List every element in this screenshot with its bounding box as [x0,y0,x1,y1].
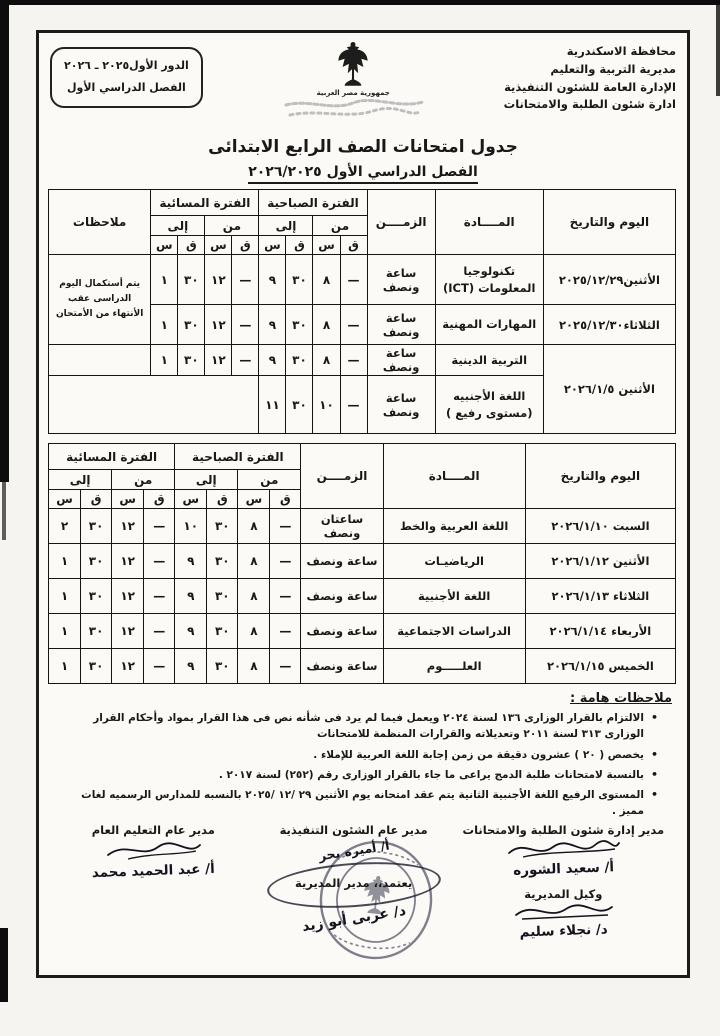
time-cell: ٣٠ [207,614,238,649]
time-cell: ٣٠ [178,305,205,345]
signatures-section [50,823,676,1001]
signature-exams-director [451,823,676,939]
table-row [49,255,676,305]
signature-general-education-director [50,823,257,939]
time-cell: ٨ [238,614,270,649]
subject-cell: اللغة الأجنبيه (مستوى رفيع ) [435,376,543,434]
duration-cell: ساعة ونصف [367,376,435,434]
time-cell: — [270,579,301,614]
subheader-minutes: ق [178,236,205,255]
important-notes-section [50,691,676,820]
subject-cell: اللغة العربية والخط [383,509,525,544]
time-cell: ٩ [259,345,286,376]
subheader-hours: س [238,490,270,509]
subheader-from: من [112,470,175,490]
table-row [49,649,676,684]
letterhead-line-1: محافظة الاسكندرية [566,44,676,58]
col-header-subject: المــــادة [383,444,525,509]
time-cell: ١٠ [313,376,340,434]
day-cell: الأثنين ٢٠٢٦/١/١٢ [525,544,675,579]
time-cell: — [232,345,259,376]
subheader-hours: س [313,236,340,255]
col-header-day: اليوم والتاريخ [525,444,675,509]
subheader-from: من [313,216,367,236]
time-cell: ١٢ [112,614,144,649]
subheader-from: من [205,216,259,236]
time-cell: ١٢ [205,255,232,305]
time-cell: ٣٠ [81,579,112,614]
col-header-subject: المــــادة [435,190,543,255]
subject-cell: الرياضيـات [383,544,525,579]
session-box-line-2: الفصل الدراسي الأول [66,81,186,94]
time-cell: ٨ [238,579,270,614]
subheader-minutes: ق [232,236,259,255]
subheader-minutes: ق [207,490,238,509]
scan-artifact-bottom-left [0,928,8,1002]
signature-name: أ/ عبد الحميد محمد [91,860,216,881]
time-cell: — [144,649,175,684]
time-cell: — [340,255,367,305]
subheader-hours: س [112,490,144,509]
subheader-minutes: ق [270,490,301,509]
subject-cell: التربية الدينية [435,345,543,376]
duration-cell: ساعة ونصف [301,579,383,614]
time-cell: ١١ [259,376,286,434]
scan-artifact-right [716,0,720,96]
time-cell: ٣٠ [81,509,112,544]
time-cell: — [270,649,301,684]
notes-cell: يتم أستكمال اليوم الدراسى عقب الأنتهاء من الأمتحان [49,255,151,345]
time-cell: ١٢ [112,649,144,684]
time-cell: ١ [49,614,81,649]
time-cell: ١٢ [112,544,144,579]
time-cell: ٨ [313,305,340,345]
day-cell: الأربعاء ٢٠٢٦/١/١٤ [525,614,675,649]
signature-scribble-icon [98,837,208,863]
time-cell: ٩ [175,579,207,614]
signature-title: مدير عام الشئون التنفيذية [279,822,428,837]
national-emblem [258,39,448,123]
time-cell: ٨ [238,544,270,579]
col-header-duration: الزمــــن [301,444,383,509]
col-header-duration: الزمــــن [367,190,435,255]
table-row [49,345,676,376]
time-cell: ١ [151,255,178,305]
time-cell: ١٢ [205,345,232,376]
time-cell: — [270,544,301,579]
col-header-notes: ملاحظات [49,190,151,255]
subheader-hours: س [205,236,232,255]
time-cell: ٣٠ [81,614,112,649]
time-cell: ١ [151,345,178,376]
scan-artifact-left2 [2,482,6,540]
subheader-minutes: ق [286,236,313,255]
time-cell: ١٢ [205,305,232,345]
subheader-hours: س [49,490,81,509]
document-frame [36,30,690,978]
subheader-to: إلى [175,470,238,490]
time-cell: ٩ [175,614,207,649]
time-cell: ٣٠ [207,544,238,579]
day-cell: الثلاثاء٢٠٢٥/١٢/٣٠ [543,305,675,345]
faded-stamp-smudge-icon [278,97,428,123]
time-cell: ٣٠ [207,509,238,544]
duration-cell: ساعة ونصف [367,345,435,376]
time-cell: — [144,614,175,649]
time-cell: ١٢ [112,579,144,614]
note-item: • المستوى الرفيع اللغة الأجنبية الثانية يتم عقد امتحانه يوم الأثنين ٢٩ /١٢ /٢٠٢٥ بالنسبه للمدارس الرسميه لغات مميز . [54,787,672,820]
time-cell: ٣٠ [81,544,112,579]
signature-executive-director [257,823,451,939]
subject-cell: اللغة الأجنبية [383,579,525,614]
subheader-hours: س [175,490,207,509]
scan-artifact-left [0,0,9,482]
letterhead [504,39,676,114]
time-cell: ٣٠ [286,376,313,434]
time-cell: — [232,255,259,305]
time-cell: — [144,509,175,544]
document-header [50,39,676,135]
table-row [49,544,676,579]
note-item: • الالتزام بالقرار الوزارى ١٣٦ لسنة ٢٠٢٤ ويعمل فيما لم يرد فى شأنه نص فى هذا القرار بمواد وأحكام القرار الوزارى ٣١٣ لسنة ٢٠١١ وتعديلاته والقرارات المنظمة للامتحانات [54,710,672,743]
col-header-evening: الفترة المسائية [49,444,175,470]
col-header-morning: الفترة الصباحية [259,190,367,216]
day-cell: السبت ٢٠٢٦/١/١٠ [525,509,675,544]
duration-cell: ساعة ونصف [301,614,383,649]
time-cell: ٣٠ [286,305,313,345]
approval-block [295,872,412,891]
duration-cell: ساعة ونصف [367,255,435,305]
signature-scribble-icon [508,901,618,923]
subject-cell: تكنولوجيا المعلومات (ICT) [435,255,543,305]
time-cell: ٣٠ [81,649,112,684]
subheader-hours: س [151,236,178,255]
notes-heading: ملاحظات هامة : [570,691,672,706]
time-cell: — [270,614,301,649]
time-cell: ٨ [313,345,340,376]
duration-cell: ساعة ونصف [301,544,383,579]
note-item: • يخصص ( ٢٠ ) عشرون دقيقة من زمن إجابة اللغة العربية للإملاء . [54,747,672,763]
page-title: جدول امتحانات الصف الرابع الابتدائى [208,137,518,157]
col-header-evening: الفترة المسائية [151,190,259,216]
signature-title: مدير عام التعليم العام [91,822,215,837]
time-cell: ٩ [259,305,286,345]
table-row [49,614,676,649]
signature-title: مدير إدارة شئون الطلبة والامتحانات [462,822,665,837]
subheader-to: إلى [259,216,313,236]
notes-cell-empty [49,345,151,376]
bullet-icon: • [650,711,658,724]
time-cell: — [340,305,367,345]
bullet-icon: • [650,747,658,761]
signatures-grid [50,823,676,939]
signature-name: أ/ سعيد الشوره [512,858,614,879]
time-cell: — [144,579,175,614]
time-cell: ٨ [238,649,270,684]
bullet-icon: • [650,767,658,781]
duration-cell: ساعة ونصف [367,305,435,345]
time-cell: ٩ [175,544,207,579]
subject-cell: العلـــــوم [383,649,525,684]
time-cell: ٣٠ [207,579,238,614]
duration-cell: ساعتان ونصف [301,509,383,544]
eagle-emblem-icon [332,41,374,91]
day-cell: الخميس ٢٠٢٦/١/١٥ [525,649,675,684]
merged-empty-cell [49,376,259,434]
approval-text: يعتمد،، مدير المديرية [295,875,413,890]
time-cell: — [232,305,259,345]
signature-name: د/ عربى أبو زيد [300,902,407,935]
table-row [49,509,676,544]
letterhead-line-4: ادارة شئون الطلبة والامتحانات [503,97,676,112]
subheader-minutes: ق [144,490,175,509]
page-subtitle: الفصل الدراسي الأول ٢٠٢٦/٢٠٢٥ [50,164,676,180]
signature-title: وكيل المديرية [524,886,603,901]
day-cell: الأثنين٢٠٢٥/١٢/٢٩ [543,255,675,305]
day-cell: الأثنين ٢٠٢٦/١/٥ [543,345,675,434]
letterhead-line-3: الإدارة العامة للشئون التنفيذية [504,79,676,94]
signature-name: أ/ أميره بحر [317,837,391,864]
subheader-to: إلى [151,216,205,236]
time-cell: — [270,509,301,544]
time-cell: ٣٠ [178,255,205,305]
day-cell: الثلاثاء ٢٠٢٦/١/١٣ [525,579,675,614]
time-cell: ٣٠ [207,649,238,684]
subheader-minutes: ق [81,490,112,509]
time-cell: ١٢ [112,509,144,544]
duration-cell: ساعة ونصف [301,649,383,684]
col-header-day: اليوم والتاريخ [543,190,675,255]
session-box-line-1: الدور الأول٢٠٢٥ ـ ٢٠٢٦ [64,59,189,72]
time-cell: ١ [49,544,81,579]
exam-table-second-block [48,443,676,684]
time-cell: ٩ [259,255,286,305]
note-item: • بالنسبة لامتحانات طلبة الدمج يراعى ما جاء بالقرار الوزارى رقم (٢٥٢) لسنة ٢٠١٧ . [54,767,672,783]
time-cell: ٣٠ [286,255,313,305]
subject-cell: الدراسات الاجتماعية [383,614,525,649]
scan-artifact-top [0,0,720,5]
col-header-morning: الفترة الصباحية [175,444,301,470]
subheader-minutes: ق [340,236,367,255]
bullet-icon: • [650,788,658,802]
time-cell: ٣٠ [178,345,205,376]
time-cell: ٣٠ [286,345,313,376]
time-cell: ١ [49,579,81,614]
time-cell: — [340,345,367,376]
time-cell: ١٠ [175,509,207,544]
letterhead-line-2: مديرية التربية والتعليم [550,61,676,76]
emblem-caption: جمهورية مصر العربية [316,89,390,97]
subheader-hours: س [259,236,286,255]
subheader-to: إلى [49,470,112,490]
time-cell: ١ [49,649,81,684]
time-cell: — [144,544,175,579]
time-cell: ٨ [313,255,340,305]
subheader-from: من [238,470,301,490]
time-cell: ٨ [238,509,270,544]
table-row [49,579,676,614]
exam-table-first-block [48,189,676,434]
session-box [50,47,203,108]
signature-scribble-icon [503,837,623,861]
time-cell: — [340,376,367,434]
time-cell: ٢ [49,509,81,544]
time-cell: ٩ [175,649,207,684]
subject-cell: المهارات المهنية [435,305,543,345]
time-cell: ١ [151,305,178,345]
signature-name: د/ نجلاء سليم [519,921,608,941]
